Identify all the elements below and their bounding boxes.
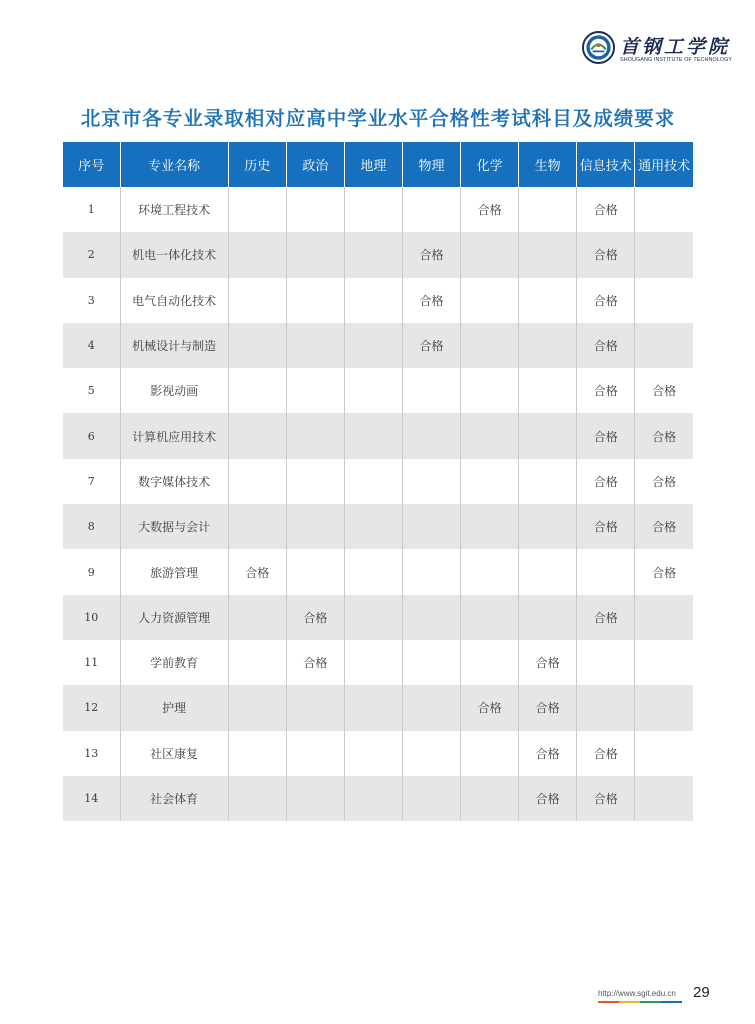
table-header-row: [63, 142, 693, 187]
requirement-cell: [461, 278, 519, 323]
requirement-cell: [228, 413, 286, 458]
requirement-cell: [402, 685, 460, 730]
row-number-cell: 7: [63, 459, 120, 504]
requirement-cell: [461, 368, 519, 413]
requirement-cell: 合格: [519, 731, 577, 776]
major-name-cell: 机电一体化技术: [120, 232, 228, 277]
table-row: [63, 368, 693, 413]
requirement-cell: 合格: [577, 731, 635, 776]
requirement-cell: [286, 278, 344, 323]
major-name-cell: 机械设计与制造: [120, 323, 228, 368]
major-name-cell: 数字媒体技术: [120, 459, 228, 504]
requirement-cell: [228, 459, 286, 504]
requirement-cell: [635, 640, 693, 685]
requirement-cell: [344, 368, 402, 413]
requirement-cell: [519, 232, 577, 277]
requirement-cell: 合格: [461, 187, 519, 232]
requirement-cell: [461, 640, 519, 685]
requirement-cell: 合格: [577, 278, 635, 323]
requirement-cell: [344, 413, 402, 458]
requirement-cell: [577, 685, 635, 730]
requirement-cell: [402, 504, 460, 549]
requirement-cell: [519, 504, 577, 549]
footer-url: http://www.sgit.edu.cn: [598, 989, 676, 998]
requirement-cell: 合格: [577, 459, 635, 504]
page-number: 29: [693, 984, 710, 1001]
table-row: [63, 549, 693, 594]
requirement-cell: [286, 776, 344, 821]
row-number-cell: 8: [63, 504, 120, 549]
requirement-cell: 合格: [228, 549, 286, 594]
row-number-cell: 14: [63, 776, 120, 821]
requirement-cell: [461, 595, 519, 640]
requirement-cell: [344, 731, 402, 776]
requirement-cell: [635, 232, 693, 277]
requirement-cell: 合格: [635, 413, 693, 458]
requirement-cell: 合格: [635, 459, 693, 504]
major-name-cell: 电气自动化技术: [120, 278, 228, 323]
row-number-cell: 1: [63, 187, 120, 232]
row-number-cell: 10: [63, 595, 120, 640]
requirement-cell: [635, 685, 693, 730]
requirement-cell: [344, 232, 402, 277]
row-number-cell: 11: [63, 640, 120, 685]
requirement-cell: 合格: [286, 595, 344, 640]
requirement-cell: [286, 413, 344, 458]
table-row: [63, 323, 693, 368]
requirement-cell: 合格: [577, 413, 635, 458]
requirement-cell: [519, 368, 577, 413]
column-header: 序号: [63, 142, 120, 187]
requirement-cell: 合格: [577, 595, 635, 640]
requirement-cell: [402, 731, 460, 776]
table-header: [63, 142, 693, 187]
requirement-cell: [519, 595, 577, 640]
major-name-cell: 环境工程技术: [120, 187, 228, 232]
requirement-cell: [461, 731, 519, 776]
requirement-cell: [286, 187, 344, 232]
requirement-cell: [635, 731, 693, 776]
requirement-cell: 合格: [519, 776, 577, 821]
requirement-cell: 合格: [402, 232, 460, 277]
table-row: [63, 187, 693, 232]
column-header: 生物: [519, 142, 577, 187]
requirement-cell: [519, 413, 577, 458]
college-logo: [582, 30, 732, 70]
requirement-cell: [228, 278, 286, 323]
table-row: [63, 685, 693, 730]
requirement-cell: [519, 459, 577, 504]
requirement-cell: [402, 595, 460, 640]
table-body: [63, 187, 693, 821]
requirement-cell: [461, 776, 519, 821]
requirement-cell: [286, 504, 344, 549]
requirement-cell: [519, 278, 577, 323]
major-name-cell: 社会体育: [120, 776, 228, 821]
table-row: [63, 504, 693, 549]
requirement-cell: 合格: [577, 323, 635, 368]
column-header: 通用技术: [635, 142, 693, 187]
requirement-cell: 合格: [402, 278, 460, 323]
requirement-cell: 合格: [519, 685, 577, 730]
table-row: [63, 595, 693, 640]
table-row: [63, 459, 693, 504]
row-number-cell: 12: [63, 685, 120, 730]
requirement-cell: [344, 685, 402, 730]
table-row: [63, 413, 693, 458]
column-header: 政治: [286, 142, 344, 187]
requirement-cell: [461, 323, 519, 368]
requirement-cell: [344, 459, 402, 504]
requirement-cell: [228, 187, 286, 232]
page-title: 北京市各专业录取相对应高中学业水平合格性考试科目及成绩要求: [80, 107, 676, 130]
major-name-cell: 大数据与会计: [120, 504, 228, 549]
requirement-cell: [228, 685, 286, 730]
requirement-cell: [402, 459, 460, 504]
requirement-cell: [344, 187, 402, 232]
requirement-cell: 合格: [577, 368, 635, 413]
requirement-cell: [635, 278, 693, 323]
requirement-cell: [228, 776, 286, 821]
requirement-cell: [228, 640, 286, 685]
requirement-cell: [635, 187, 693, 232]
column-header: 化学: [461, 142, 519, 187]
major-name-cell: 人力资源管理: [120, 595, 228, 640]
table-row: [63, 232, 693, 277]
requirement-cell: [286, 368, 344, 413]
row-number-cell: 3: [63, 278, 120, 323]
table-row: [63, 776, 693, 821]
requirement-cell: [228, 368, 286, 413]
requirement-cell: [402, 776, 460, 821]
major-name-cell: 影视动画: [120, 368, 228, 413]
column-header: 专业名称: [120, 142, 228, 187]
requirement-cell: [402, 549, 460, 594]
requirement-cell: [344, 595, 402, 640]
row-number-cell: 4: [63, 323, 120, 368]
requirement-cell: [228, 595, 286, 640]
requirement-cell: [344, 640, 402, 685]
requirement-cell: 合格: [577, 504, 635, 549]
requirement-cell: [286, 549, 344, 594]
requirement-cell: 合格: [577, 776, 635, 821]
requirement-cell: [635, 776, 693, 821]
major-name-cell: 计算机应用技术: [120, 413, 228, 458]
requirement-cell: [286, 731, 344, 776]
requirement-cell: [286, 323, 344, 368]
requirement-cell: [519, 187, 577, 232]
requirement-cell: 合格: [577, 232, 635, 277]
requirement-cell: [228, 323, 286, 368]
requirement-cell: [344, 323, 402, 368]
requirement-cell: 合格: [635, 549, 693, 594]
column-header: 信息技术: [577, 142, 635, 187]
requirements-table: [63, 142, 693, 821]
row-number-cell: 5: [63, 368, 120, 413]
requirement-cell: [577, 640, 635, 685]
requirement-cell: 合格: [577, 187, 635, 232]
college-seal-icon: [582, 31, 615, 64]
table-row: [63, 278, 693, 323]
requirement-cell: [461, 413, 519, 458]
requirement-cell: 合格: [635, 504, 693, 549]
row-number-cell: 13: [63, 731, 120, 776]
row-number-cell: 9: [63, 549, 120, 594]
requirement-cell: [519, 323, 577, 368]
requirement-cell: [402, 413, 460, 458]
column-header: 地理: [344, 142, 402, 187]
requirement-cell: [402, 640, 460, 685]
column-header: 物理: [402, 142, 460, 187]
requirement-cell: 合格: [461, 685, 519, 730]
major-name-cell: 旅游管理: [120, 549, 228, 594]
requirement-cell: [344, 776, 402, 821]
requirement-cell: [461, 459, 519, 504]
table-row: [63, 640, 693, 685]
row-number-cell: 2: [63, 232, 120, 277]
requirement-cell: [344, 504, 402, 549]
requirement-cell: [402, 187, 460, 232]
requirement-cell: [286, 685, 344, 730]
major-name-cell: 护理: [120, 685, 228, 730]
footer-color-bar: [598, 1001, 682, 1003]
requirement-cell: [461, 549, 519, 594]
requirement-cell: [286, 232, 344, 277]
requirement-cell: [635, 323, 693, 368]
requirement-cell: [519, 549, 577, 594]
major-name-cell: 社区康复: [120, 731, 228, 776]
college-name-en: SHOUGANG INSTITUTE OF TECHNOLOGY: [620, 57, 733, 63]
requirement-cell: [228, 731, 286, 776]
requirement-cell: 合格: [635, 368, 693, 413]
requirement-cell: [635, 595, 693, 640]
requirement-cell: 合格: [286, 640, 344, 685]
table-row: [63, 731, 693, 776]
requirement-cell: [228, 504, 286, 549]
major-name-cell: 学前教育: [120, 640, 228, 685]
requirement-cell: [577, 549, 635, 594]
column-header: 历史: [228, 142, 286, 187]
requirement-cell: [402, 368, 460, 413]
requirement-cell: 合格: [402, 323, 460, 368]
college-name-cn: 首钢工学院: [620, 36, 731, 58]
requirement-cell: 合格: [519, 640, 577, 685]
requirement-cell: [228, 232, 286, 277]
row-number-cell: 6: [63, 413, 120, 458]
requirement-cell: [461, 504, 519, 549]
requirement-cell: [461, 232, 519, 277]
requirement-cell: [286, 459, 344, 504]
requirement-cell: [344, 549, 402, 594]
requirement-cell: [344, 278, 402, 323]
